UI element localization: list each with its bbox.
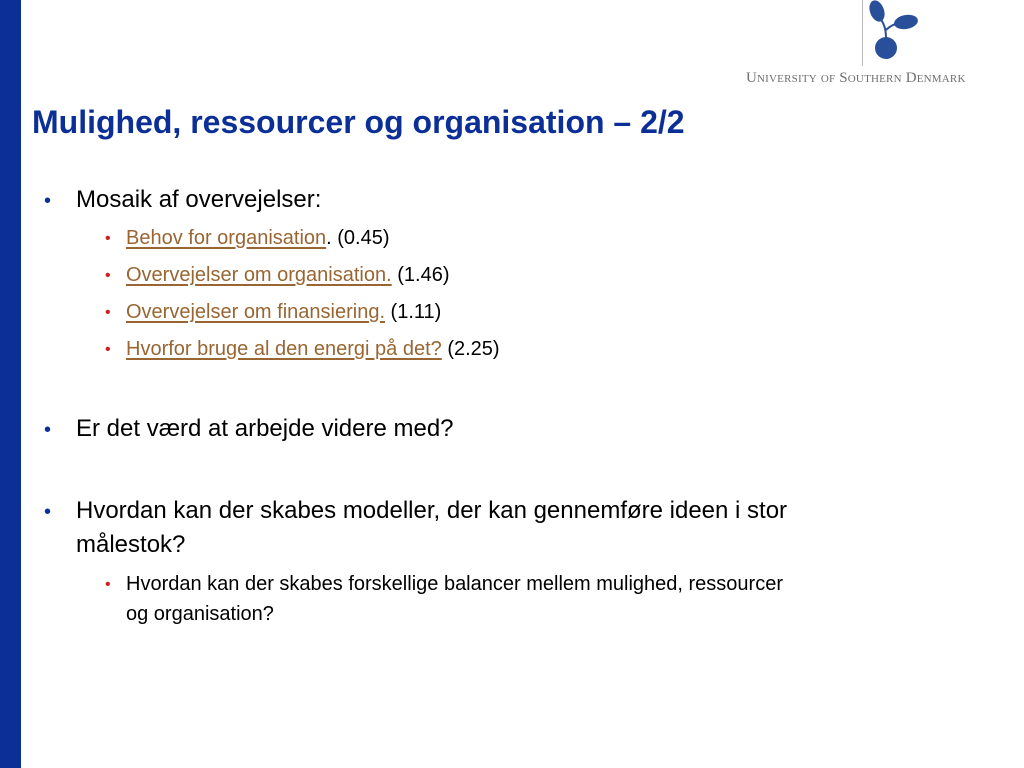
sub-bullet-item [126, 301, 441, 324]
bullet-text-line2: målestok? [76, 531, 186, 558]
sub-bullet-marker: • [105, 267, 111, 284]
bullet-marker: • [44, 190, 52, 212]
link-suffix: (2.25) [441, 338, 500, 360]
sub-bullet-text-line2: og organisation? [126, 603, 274, 625]
sub-bullet-text-line1: Hvordan kan der skabes forskellige balancer mellem mulighed, ressourcer [126, 573, 783, 595]
link-suffix: . (0.45) [326, 227, 390, 249]
sub-bullet-item [126, 264, 450, 287]
bullet-marker: • [44, 419, 52, 441]
sub-bullet-item [126, 227, 390, 250]
sub-bullet-marker: • [105, 230, 111, 247]
bullet-text: Er det værd at arbejde videre med? [76, 415, 454, 442]
logo-divider [862, 0, 863, 66]
left-accent-bar [0, 0, 21, 768]
bullet-text-line1: Hvordan kan der skabes modeller, der kan gennemføre ideen i stor [76, 497, 788, 524]
link-hvorfor-bruge-energi[interactable]: Hvorfor bruge al den energi på det? [126, 338, 442, 360]
link-behov-for-organisation[interactable]: Behov for organisation [126, 227, 327, 249]
bullet-marker: • [44, 501, 52, 523]
slide-title: Mulighed, ressourcer og organisation – 2/2 [32, 104, 685, 140]
link-suffix: (1.11) [385, 301, 442, 323]
link-overvejelser-om-organisation[interactable]: Overvejelser om organisation. [126, 264, 392, 286]
link-overvejelser-om-finansiering[interactable]: Overvejelser om finansiering. [126, 301, 385, 323]
apple-tree-icon [864, 0, 924, 66]
sub-bullet-marker: • [105, 341, 111, 358]
sub-bullet-marker: • [105, 304, 111, 321]
university-logo-text: University of Southern Denmark [746, 70, 966, 86]
link-suffix: (1.46) [391, 264, 450, 286]
sub-bullet-item [126, 338, 500, 361]
sub-bullet-marker: • [105, 576, 111, 593]
bullet-text: Mosaik af overvejelser: [76, 186, 322, 213]
